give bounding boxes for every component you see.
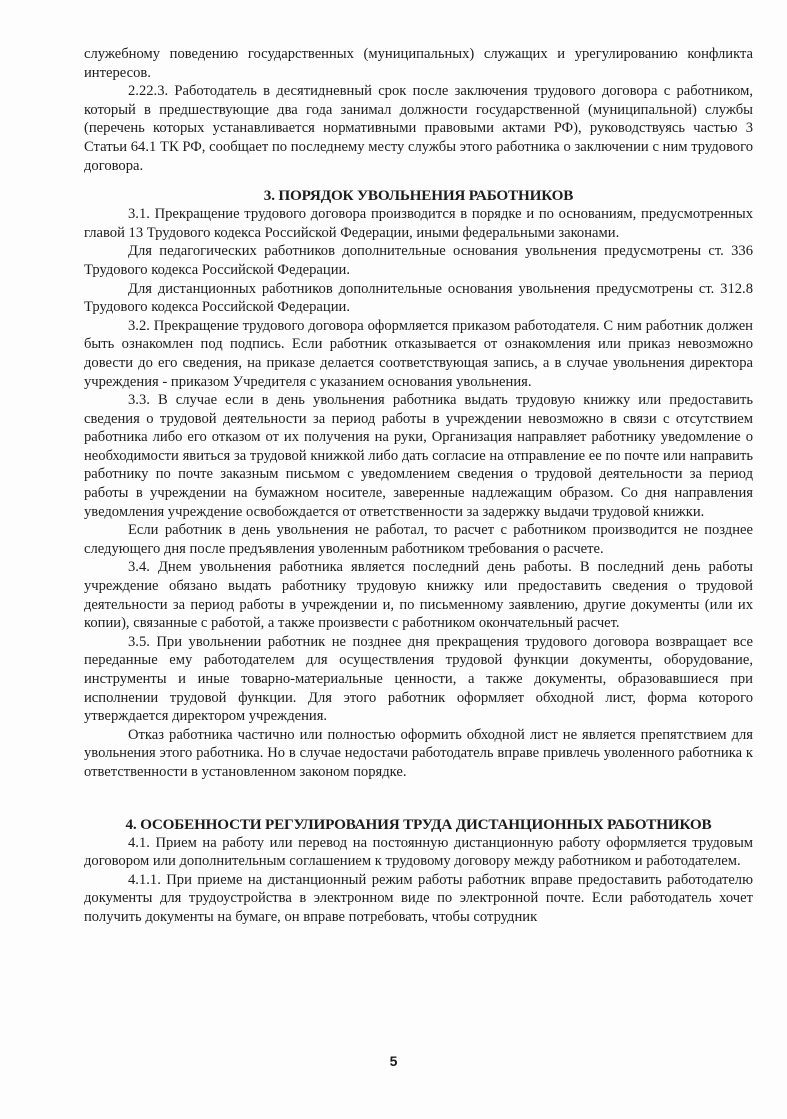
paragraph-3-2: 3.2. Прекращение трудового договора оформляется приказом работодателя. С ним работник должен быть ознакомлен под подпись. Если работник отказывается от ознакомления или приказ невозможно довести до его сведения, на приказе делается соответствующая запись, а в случае увольнения директора учреждения - приказом Учредителя с указанием основания увольнения.	[84, 317, 753, 390]
document-page	[84, 45, 753, 927]
paragraph-3-3: 3.3. В случае если в день увольнения работника выдать трудовую книжку или предоставить сведения о трудовой деятельности за период работы в учреждении невозможно в связи с отсутствием работника либо его отказом от их получения на руки, Организация направляет работнику уведомление о необходимости явиться за трудовой книжкой либо дать согласие на отправление ее по почте или направить работнику по почте заказным письмом с уведомлением сведения о трудовой деятельности за период работы в учреждении на бумажном носителе, заверенные надлежащим образом. Со дня направления уведомления учреждение освобождается от ответственности за задержку выдачи трудовой книжки.	[84, 392, 753, 520]
paragraph-4-1-1: 4.1.1. При приеме на дистанционный режим работы работник вправе предоставить работодателю документы для трудоустройства в электронном виде по электронной почте. Если работодатель хочет получить документы на бумаге, он вправе потребовать, чтобы сотрудник	[84, 871, 753, 925]
page-number: 5	[389, 1053, 398, 1069]
paragraph-clearance-refusal: Отказ работника частично или полностью оформить обходной лист не является препятствием для увольнения этого работника. Но в случае недостачи работодатель вправе привлечь уволенного работника к ответственности в установленном законом порядке.	[84, 726, 753, 780]
paragraph-settlement: Если работник в день увольнения не работал, то расчет с работником производится не позднее следующего дня после предъявления уволенным работником требования о расчете.	[84, 522, 753, 557]
section-4-heading: 4. ОСОБЕННОСТИ РЕГУЛИРОВАНИЯ ТРУДА ДИСТАНЦИОННЫХ РАБОТНИКОВ	[125, 815, 712, 833]
paragraph-pedagogical: Для педагогических работников дополнительные основания увольнения предусмотрены ст. 336 Трудового кодекса Российской Федерации.	[84, 243, 753, 278]
paragraph-remote: Для дистанционных работников дополнительные основания увольнения предусмотрены ст. 312.8 Трудового кодекса Российской Федерации.	[84, 280, 753, 316]
paragraph-continuation: служебному поведению государственных (муниципальных) служащих и урегулированию конфликта интересов.	[84, 46, 753, 81]
paragraph-4-1: 4.1. Прием на работу или перевод на постоянную дистанционную работу оформляется трудовым договором или дополнительным соглашением к трудовому договору между работником и работодателем.	[84, 834, 753, 870]
paragraph-3-5: 3.5. При увольнении работник не позднее дня прекращения трудового договора возвращает все переданные ему работодателем для осуществления трудовой функции документы, оборудование, инструменты и иные товарно-материальные ценности, а также документы, образовавшиеся при исполнении трудовой функции. Для этого работник оформляет обходной лист, форма которого утверждается директором учреждения.	[84, 633, 753, 725]
paragraph-3-1: 3.1. Прекращение трудового договора производится в порядке и по основаниям, предусмотренных главой 13 Трудового кодекса Российской Федерации, иными федеральными законами.	[84, 206, 753, 241]
section-3-heading: 3. ПОРЯДОК УВОЛЬНЕНИЯ РАБОТНИКОВ	[263, 187, 574, 205]
paragraph-2-22-3: 2.22.3. Работодатель в десятидневный срок после заключения трудового договора с работником, который в предшествующие два года занимал должности государственной (муниципальной) службы (перечень которых устанавливается нормативными правовыми актами РФ), руководствуясь частью 3 Статьи 64.1 ТК РФ, сообщает по последнему месту службы этого работника о заключении с ним трудового договора.	[84, 83, 753, 174]
paragraph-3-4: 3.4. Днем увольнения работника является последний день работы. В последний день работы учреждение обязано выдать работнику трудовую книжку или предоставить сведения о трудовой деятельности за период работы в учреждении и, по письменному заявлению, другие документы (или их копии), связанные с работой, а также произвести с работником окончательный расчет.	[84, 559, 753, 632]
